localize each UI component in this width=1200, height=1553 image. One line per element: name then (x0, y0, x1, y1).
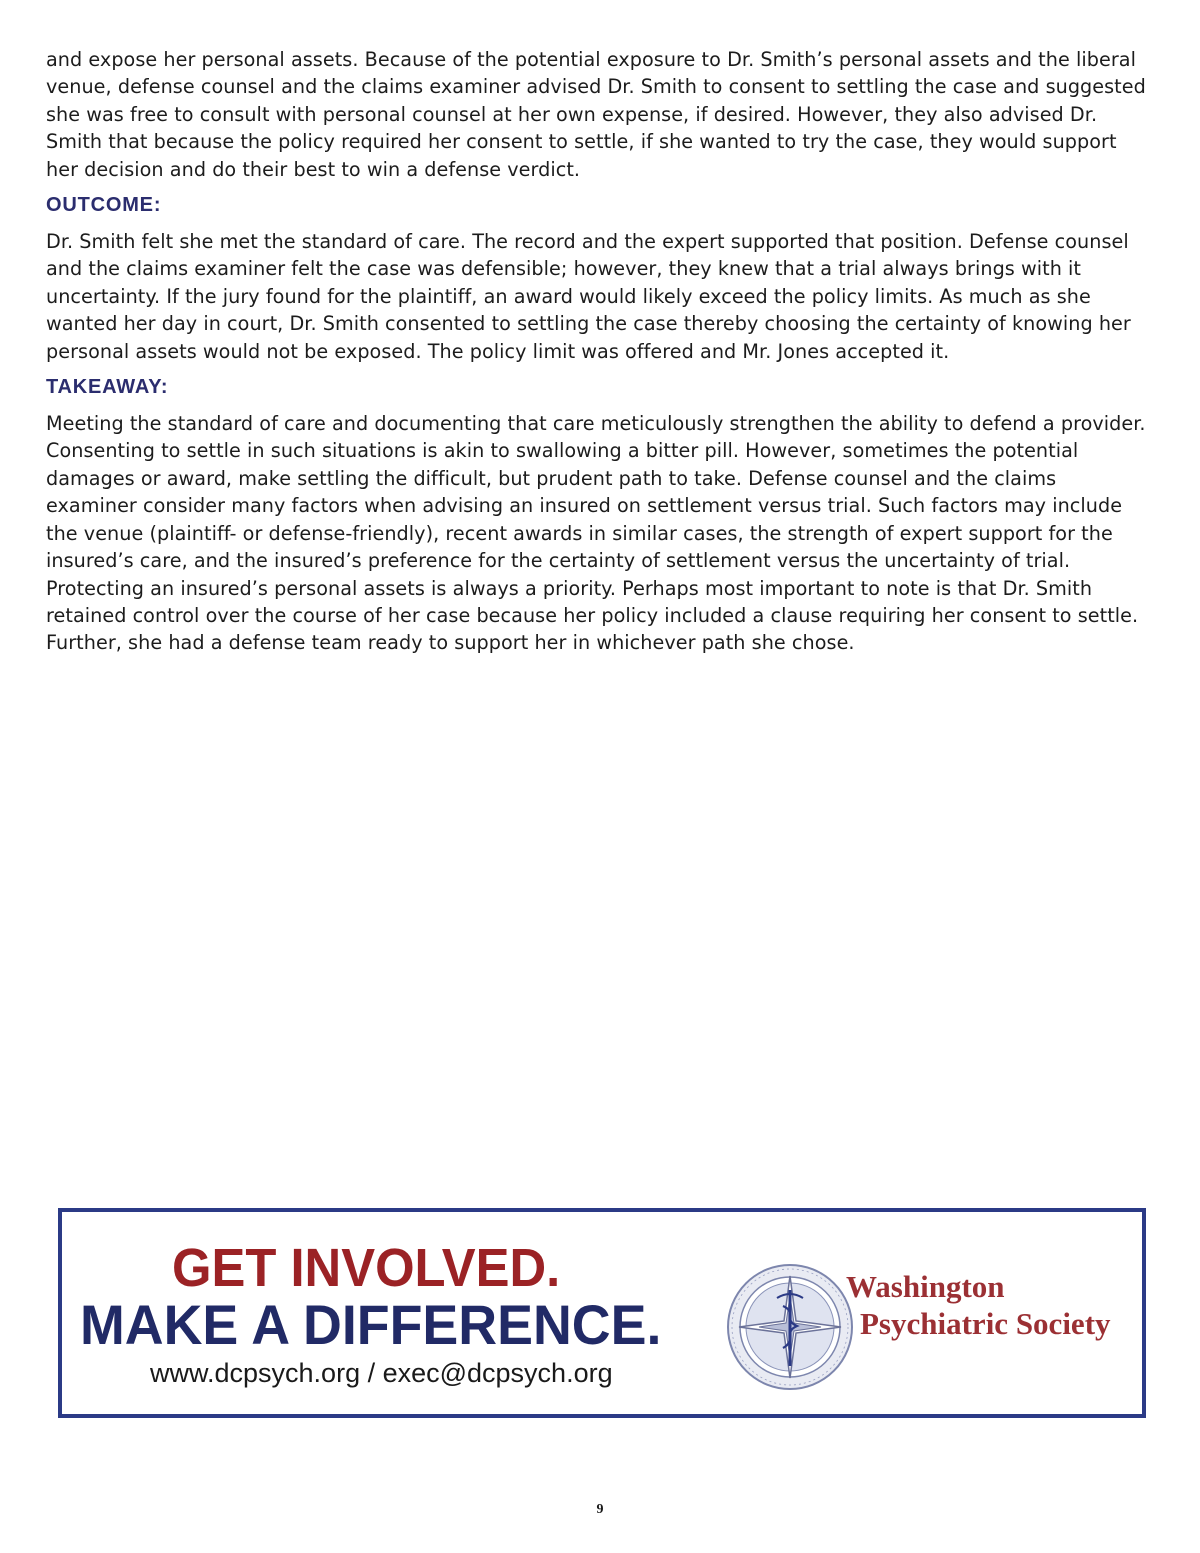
outcome-paragraph: Dr. Smith felt she met the standard of care. The record and the expert supported that position. Defense counsel and the claims examiner felt the case was defensible; however, they knew that a trial always brings with it uncertainty. If the jury found for the plaintiff, an award would likely exceed the policy limits. As much as she wanted her day in court, Dr. Smith consented to settling the case thereby choosing the certainty of knowing her personal assets would not be exposed. The policy limit was offered and Mr. Jones accepted it. (46, 230, 1131, 363)
banner-contact[interactable]: www.dcpsych.org / exec@dcpsych.org (150, 1358, 613, 1388)
takeaway-heading: TAKEAWAY: (46, 376, 169, 399)
banner-headline-2: MAKE A DIFFERENCE. (80, 1293, 662, 1356)
page-number: 9 (596, 1502, 604, 1517)
outcome-heading: OUTCOME: (46, 194, 162, 217)
org-name-line-2: Psychiatric Society (860, 1306, 1111, 1341)
article-body (46, 46, 1152, 665)
society-seal-icon (725, 1262, 855, 1392)
banner-headline-1: GET INVOLVED. (172, 1238, 561, 1298)
takeaway-paragraph: Meeting the standard of care and documenting that care meticulously strengthen the ability to defend a provider. Consenting to settle in such situations is akin to swallowing a bitter pill. However, sometimes the potential damages or award, make settling the difficult, but prudent path to take. Defense counsel and the claims examiner consider many factors when advising an insured on settlement versus trial. Such factors may include the venue (plaintiff- or defense-friendly), recent awards in similar cases, the strength of expert support for the insured’s care, and the insured’s preference for the certainty of settlement versus the uncertainty of trial. Protecting an insured’s personal assets is always a priority. Perhaps most important to note is that Dr. Smith retained control over the course of her case because her policy included a clause requiring her consent to settle. Further, she had a defense team ready to support her in whichever path she chose. (46, 412, 1146, 655)
org-name-line-1: Washington (846, 1269, 1005, 1304)
get-involved-banner (58, 1208, 1146, 1418)
intro-paragraph: and expose her personal assets. Because of the potential exposure to Dr. Smith’s personal assets and the liberal venue, defense counsel and the claims examiner advised Dr. Smith to consent to settling the case and suggested she was free to consult with personal counsel at her own expense, if desired. However, they also advised Dr. Smith that because the policy required her consent to settle, if she wanted to try the case, they would support her decision and do their best to win a defense verdict. (46, 48, 1146, 181)
